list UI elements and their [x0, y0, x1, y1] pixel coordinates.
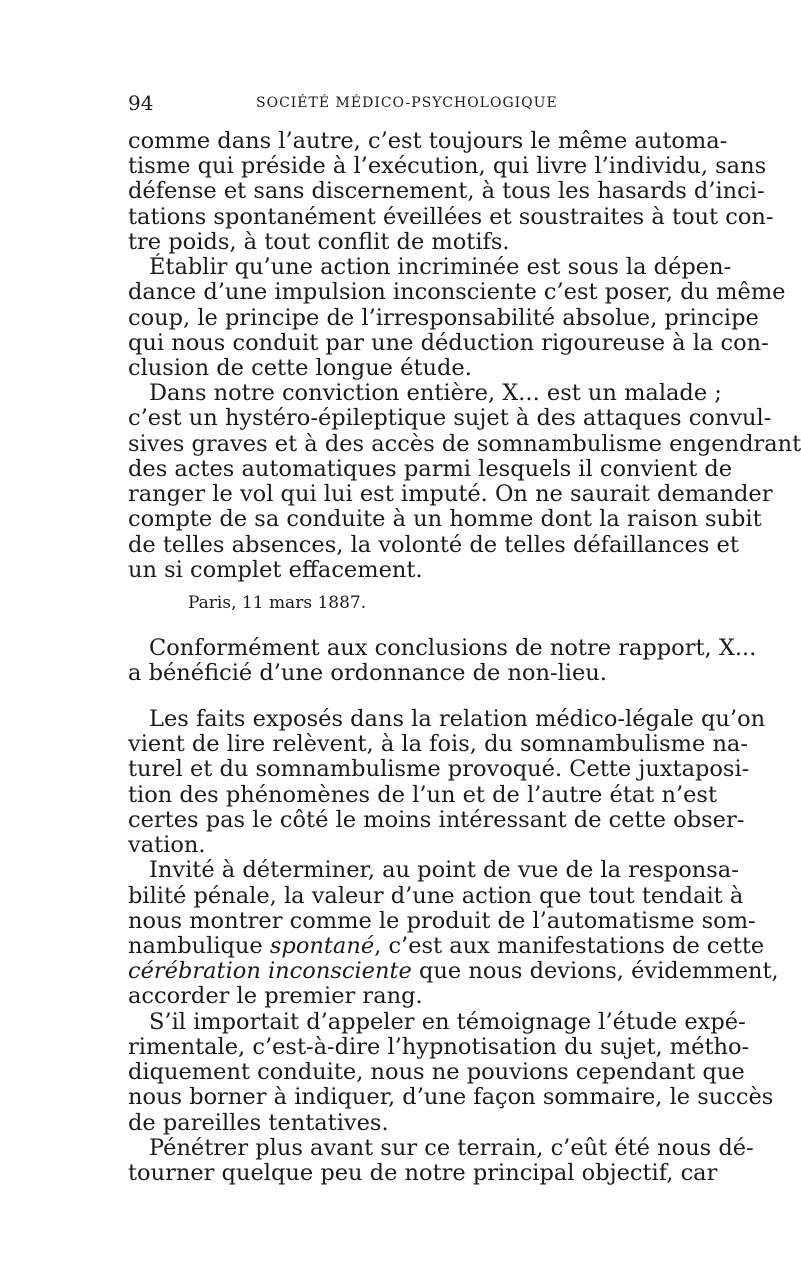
text-line: tre poids, à tout conflit de motifs.	[128, 228, 510, 255]
text-line: défense et sans discernement, à tous les hasards d’inci-	[128, 178, 765, 205]
text-line: rimentale, c’est-à-dire l’hypnotisation du sujet, métho-	[128, 1033, 750, 1060]
text-line: tion des phénomènes de l’un et de l’autre état n’est	[128, 781, 718, 808]
text-line: coup, le principe de l’irresponsabilité absolue, principe	[128, 304, 759, 331]
dateline: Paris, 11 mars 1887.	[188, 592, 367, 613]
text-line: Invité à déterminer, au point de vue de la responsa-	[149, 857, 739, 884]
page-number: 94	[128, 91, 154, 115]
text-line: nous borner à indiquer, d’une façon sommaire, le succès	[128, 1084, 774, 1111]
text-line: Établir qu’une action incriminée est sous la dépen-	[149, 254, 732, 281]
text-line: tisme qui préside à l’exécution, qui livre l’individu, sans	[128, 153, 767, 180]
text-line: clusion de cette longue étude.	[128, 355, 472, 381]
text-line: a bénéficié d’une ordonnance de non-lieu.	[128, 659, 607, 686]
text-line: certes pas le côté le moins intéressant de cette obser-	[128, 806, 745, 833]
text-line: c’est un hystéro-épileptique sujet à des attaques convul-	[128, 405, 772, 432]
text-line: Dans notre conviction entière, X... est un malade ;	[149, 380, 722, 407]
text-line: ranger le vol qui lui est imputé. On ne saurait demander	[128, 481, 773, 508]
page-header	[128, 91, 676, 117]
text-line: accorder le premier rang.	[128, 983, 423, 1010]
text-line: tourner quelque peu de notre principal objectif, car	[128, 1160, 718, 1186]
text-line: Pénétrer plus avant sur ce terrain, c’eût été nous dé-	[149, 1134, 754, 1161]
text-line: Conformément aux conclusions de notre rapport, X...	[149, 634, 757, 661]
text-line: Les faits exposés dans la relation médico-légale qu’on	[149, 706, 766, 732]
text-line: nous montrer comme le produit de l’automatisme som-	[128, 907, 756, 934]
text-line: des actes automatiques parmi lesquels il convient de	[128, 455, 733, 482]
text-line: bilité pénale, la valeur d’une action que tout tendait à	[128, 882, 744, 909]
text-line: comme dans l’autre, c’est toujours le même automa-	[128, 128, 728, 154]
text-line: turel et du somnambulisme provoqué. Cette juxtaposi-	[128, 756, 750, 783]
text-line-italic: nambulique spontané, c’est aux manifestations de cette	[128, 933, 765, 959]
text-line: S’il importait d’appeler en témoignage l’étude expé-	[149, 1008, 746, 1035]
text-line: diquement conduite, nous ne pouvions cependant que	[128, 1059, 745, 1086]
text-line: de pareilles tentatives.	[128, 1109, 389, 1136]
text-line: un si complet effacement.	[128, 556, 423, 583]
text-line: sives graves et à des accès de somnambulisme engendrant	[128, 430, 801, 457]
text-line-italic: cérébration inconsciente que nous devions, évidemment,	[128, 958, 779, 985]
text-line: de telles absences, la volonté de telles défaillances et	[128, 531, 739, 558]
text-line: tations spontanément éveillées et soustraites à tout con-	[128, 203, 774, 230]
text-line: dance d’une impulsion inconsciente c’est poser, du même	[128, 279, 786, 306]
text-line: vation.	[128, 832, 206, 859]
text-line: qui nous conduit par une déduction rigoureuse à la con-	[128, 329, 769, 356]
running-title: SOCIÉTÉ MÉDICO-PSYCHOLOGIQUE	[256, 95, 558, 111]
text-line: compte de sa conduite à un homme dont la raison subit	[128, 506, 762, 533]
text-line: vient de lire relèvent, à la fois, du somnambulisme na-	[128, 731, 748, 758]
